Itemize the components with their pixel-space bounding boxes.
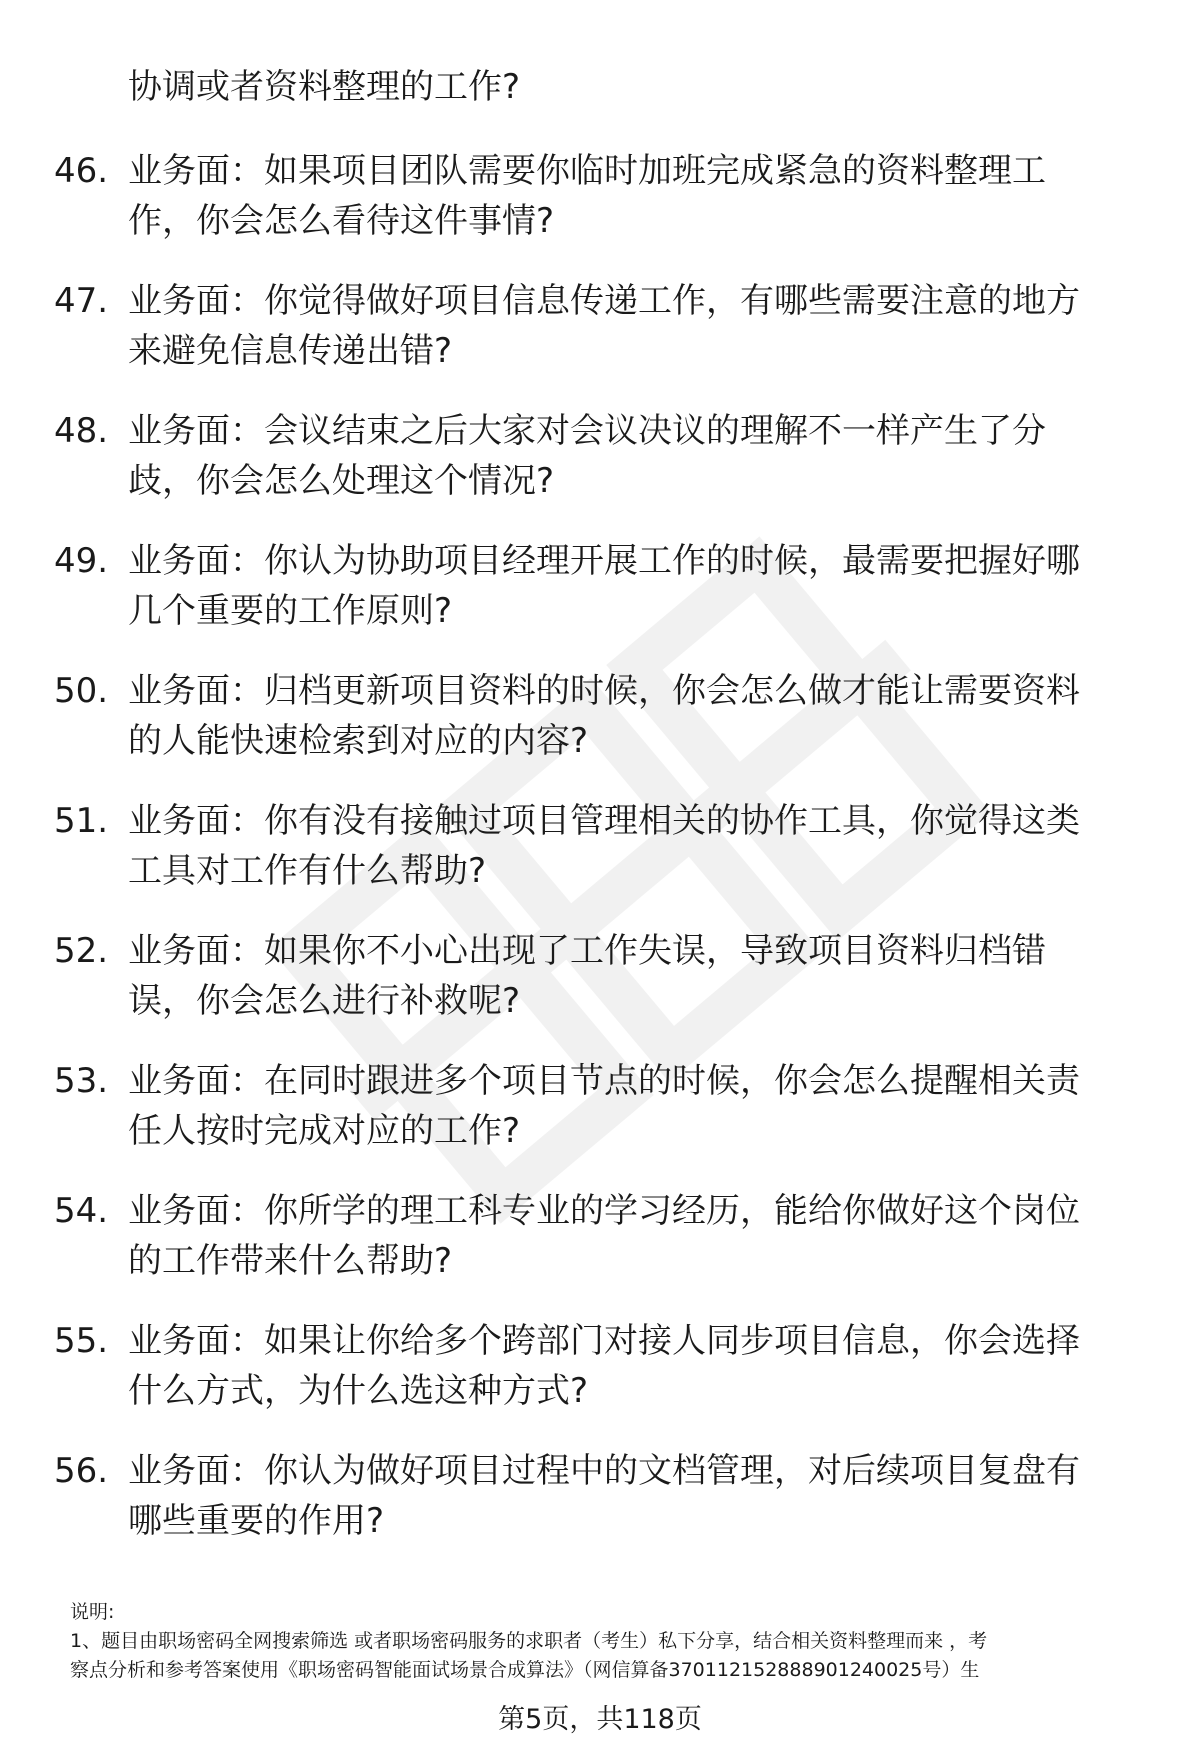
question-line: 歧，你会怎么处理这个情况? (128, 461, 555, 501)
notes-line: 察点分析和参考答案使用《职场密码智能面试场景合成算法》（网信算备370112152888901240025号）生 (70, 1659, 980, 1681)
question-line: 来避免信息传递出错? (128, 331, 453, 371)
question-text (128, 1186, 1148, 1286)
question-text (128, 666, 1148, 766)
question-line: 业务面：在同时跟进多个项目节点的时候，你会怎么提醒相关责 (128, 1061, 1080, 1101)
question-number: 47. (54, 281, 109, 321)
question-text (128, 1446, 1148, 1546)
question-line: 业务面：你认为协助项目经理开展工作的时候，最需要把握好哪 (128, 541, 1080, 581)
notes-title: 说明: (70, 1601, 115, 1623)
question-number: 50. (54, 671, 109, 711)
question-line: 业务面：会议结束之后大家对会议决议的理解不一样产生了分 (128, 411, 1046, 451)
question-line: 的人能快速检索到对应的内容? (128, 721, 589, 761)
question-text (128, 276, 1148, 376)
question-text (128, 926, 1148, 1026)
question-text (128, 536, 1148, 636)
question-line: 业务面：你有没有接触过项目管理相关的协作工具，你觉得这类 (128, 801, 1080, 841)
question-line: 作，你会怎么看待这件事情? (128, 201, 555, 241)
question-line: 业务面：如果让你给多个跨部门对接人同步项目信息，你会选择 (128, 1321, 1080, 1361)
question-line: 业务面：你觉得做好项目信息传递工作，有哪些需要注意的地方 (128, 281, 1080, 321)
question-number: 54. (54, 1191, 109, 1231)
question-number: 48. (54, 411, 109, 451)
question-item (0, 276, 1200, 406)
question-item (0, 796, 1200, 926)
question-number: 49. (54, 541, 109, 581)
question-number: 53. (54, 1061, 109, 1101)
question-line: 什么方式，为什么选这种方式? (128, 1371, 589, 1411)
question-item (0, 1316, 1200, 1446)
question-line: 哪些重要的作用? (128, 1501, 385, 1541)
question-continuation: 协调或者资料整理的工作? (128, 67, 521, 107)
question-line: 任人按时完成对应的工作? (128, 1111, 521, 1151)
question-item (0, 926, 1200, 1056)
question-line: 业务面：归档更新项目资料的时候，你会怎么做才能让需要资料 (128, 671, 1080, 711)
question-number: 46. (54, 151, 109, 191)
question-line: 误，你会怎么进行补救呢? (128, 981, 521, 1021)
question-item (0, 406, 1200, 536)
question-line: 业务面：你认为做好项目过程中的文档管理，对后续项目复盘有 (128, 1451, 1080, 1491)
question-line: 业务面：你所学的理工科专业的学习经历，能给你做好这个岗位 (128, 1191, 1080, 1231)
question-text (128, 796, 1148, 896)
question-number: 52. (54, 931, 109, 971)
question-line: 业务面：如果你不小心出现了工作失误，导致项目资料归档错 (128, 931, 1046, 971)
question-text (128, 146, 1148, 246)
notes-line: 1、题目由职场密码全网搜索筛选 或者职场密码服务的求职者（考生）私下分享，结合相关资料整理而来 ，考 (70, 1630, 988, 1652)
question-text (128, 406, 1148, 506)
question-number: 51. (54, 801, 109, 841)
question-number: 56. (54, 1451, 109, 1491)
question-item (0, 1446, 1200, 1576)
question-number: 55. (54, 1321, 109, 1361)
question-item (0, 146, 1200, 276)
question-text (128, 1316, 1148, 1416)
page-number: 第5页，共118页 (498, 1704, 702, 1735)
question-line: 工具对工作有什么帮助? (128, 851, 487, 891)
question-item (0, 1056, 1200, 1186)
question-item (0, 536, 1200, 666)
question-line: 业务面：如果项目团队需要你临时加班完成紧急的资料整理工 (128, 151, 1046, 191)
question-text (128, 1056, 1148, 1156)
question-item (0, 666, 1200, 796)
notes-section (70, 1598, 1150, 1685)
question-line: 几个重要的工作原则? (128, 591, 453, 631)
question-line: 的工作带来什么帮助? (128, 1241, 453, 1281)
question-item (0, 1186, 1200, 1316)
question-list (0, 146, 1200, 1576)
